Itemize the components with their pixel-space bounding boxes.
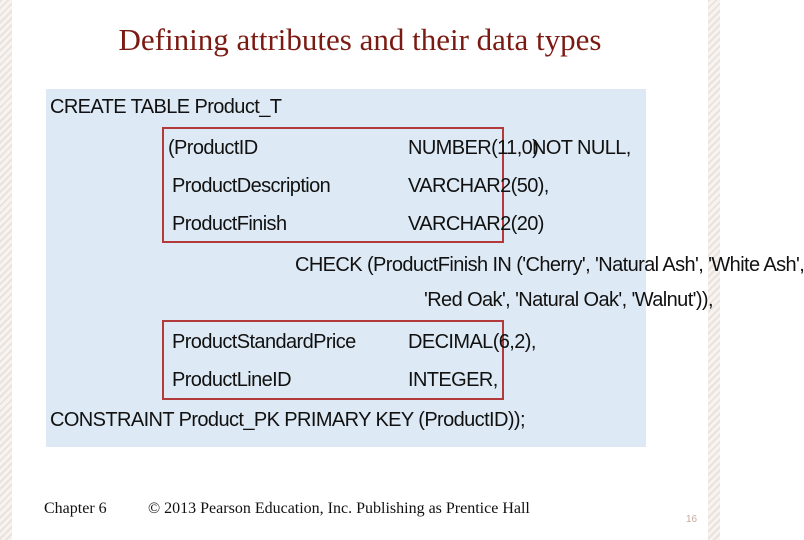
check-constraint-line-1: CHECK (ProductFinish IN ('Cherry', 'Natural Ash', 'White Ash', [295,254,804,276]
slide-title: Defining attributes and their data types [118,22,602,57]
page-number: 16 [686,514,698,525]
attr-type-productid: NUMBER(11,0) [408,137,539,159]
attr-name-productdescription: ProductDescription [172,175,331,197]
footer-copyright: © 2013 Pearson Education, Inc. Publishing as Prentice Hall [148,500,530,517]
attr-constraint-productid: NOT NULL, [532,137,631,159]
create-table-line: CREATE TABLE Product_T [50,96,282,118]
primary-key-constraint-line: CONSTRAINT Product_PK PRIMARY KEY (ProductID)); [50,409,525,431]
footer-chapter: Chapter 6 [44,500,107,517]
attr-name-productfinish: ProductFinish [172,213,287,235]
attr-type-productlineid: INTEGER, [408,369,498,391]
left-decorative-border [0,0,12,540]
attr-name-productid: (ProductID [168,137,258,159]
attr-name-productlineid: ProductLineID [172,369,291,391]
attr-type-productfinish: VARCHAR2(20) [408,213,544,235]
sql-code-panel [46,89,804,447]
check-constraint-line-2: 'Red Oak', 'Natural Oak', 'Walnut')), [424,289,713,311]
attr-type-productstandardprice: DECIMAL(6,2), [408,331,536,353]
attr-type-productdescription: VARCHAR2(50), [408,175,549,197]
attr-name-productstandardprice: ProductStandardPrice [172,331,356,353]
